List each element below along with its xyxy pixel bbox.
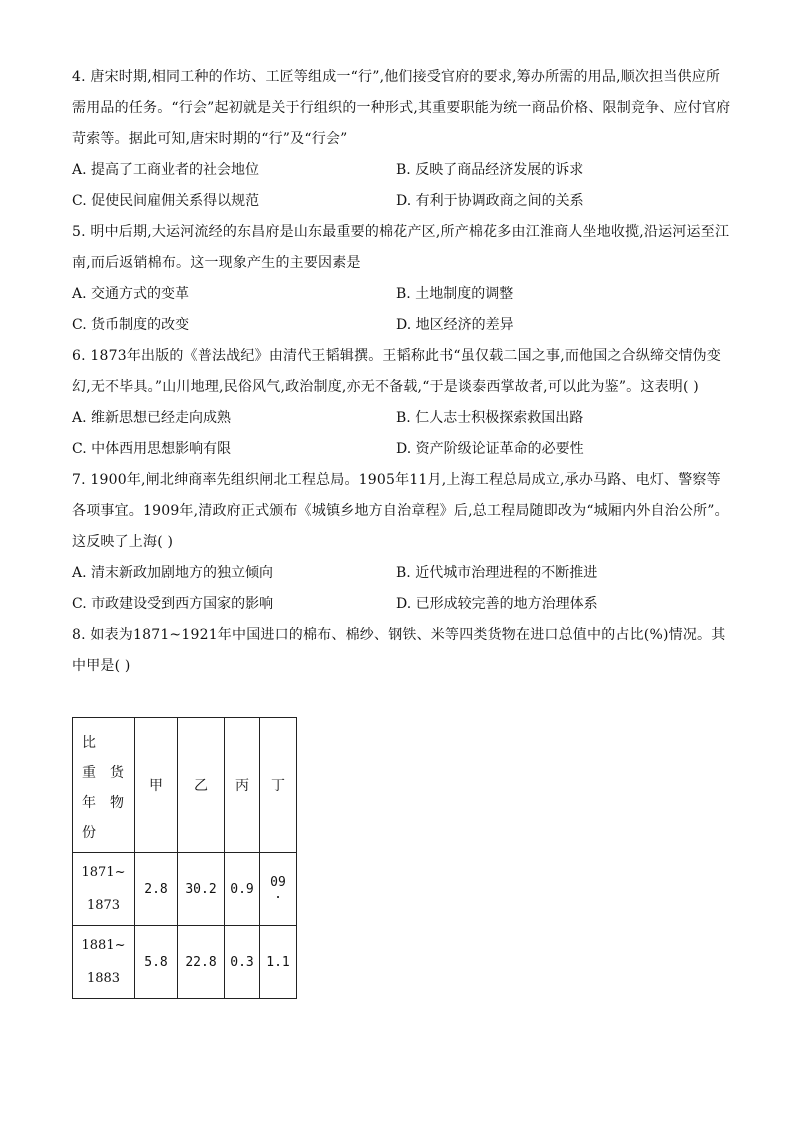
- option-c[interactable]: C. 促使民间雇佣关系得以规范: [72, 193, 260, 209]
- value-cell: 5.8: [135, 926, 178, 999]
- option-c[interactable]: C. 货币制度的改变: [72, 317, 190, 333]
- year-start: 1871~: [81, 865, 126, 880]
- question-6: [72, 341, 732, 465]
- option-d[interactable]: D. 地区经济的差异: [396, 317, 514, 333]
- table-row: [73, 853, 297, 926]
- value-cell: 09 .: [260, 853, 297, 926]
- value-cell: 22.8: [178, 926, 225, 999]
- option-b[interactable]: B. 土地制度的调整: [396, 286, 514, 302]
- corner-label: 年: [82, 795, 96, 811]
- option-c[interactable]: C. 中体西用思想影响有限: [72, 441, 232, 457]
- option-b[interactable]: B. 近代城市治理进程的不断推进: [396, 565, 598, 581]
- year-cell: [73, 853, 135, 926]
- question-5: [72, 217, 732, 341]
- option-a[interactable]: A. 提高了工商业者的社会地位: [72, 162, 260, 178]
- column-header: 丁: [260, 718, 297, 853]
- table-row: [73, 926, 297, 999]
- option-a[interactable]: A. 清末新政加剧地方的独立倾向: [72, 565, 274, 581]
- year-end: 1873: [86, 898, 121, 913]
- question-stem: 7. 1900年,闸北绅商率先组织闸北工程总局。1905年11月,上海工程总局成立,承办马路、电灯、警察等各项事宜。1909年,清政府正式颁布《城镇乡地方自治章程》后,总工程局随即改为“城厢内外自治公所”。这反映了上海( ): [72, 472, 729, 550]
- corner-label: 份: [82, 825, 96, 841]
- question-7: [72, 465, 732, 620]
- options-grid: [72, 558, 732, 620]
- corner-label: 重: [82, 765, 96, 781]
- column-header: 乙: [178, 718, 225, 853]
- option-b[interactable]: B. 仁人志士积极探索救国出路: [396, 410, 584, 426]
- data-table: [72, 717, 297, 999]
- column-header: 丙: [225, 718, 260, 853]
- value-cell: 1.1: [260, 926, 297, 999]
- value-cell: 0.9: [225, 853, 260, 926]
- question-4: [72, 62, 732, 217]
- question-stem: 6. 1873年出版的《普法战纪》由清代王韬辑撰。王韬称此书“虽仅载二国之事,而他国之合纵缔交情伪变幻,无不毕具。”山川地理,民俗风气,政治制度,亦无不备载,“于是谈泰西掌故者,可以此为鉴”。这表明( ): [72, 348, 722, 395]
- option-b[interactable]: B. 反映了商品经济发展的诉求: [396, 162, 584, 178]
- column-header: 甲: [135, 718, 178, 853]
- option-c[interactable]: C. 市政建设受到西方国家的影响: [72, 596, 274, 612]
- year-cell: [73, 926, 135, 999]
- exam-page: [72, 62, 732, 682]
- corner-label: 比: [82, 735, 96, 751]
- year-end: 1883: [86, 971, 121, 986]
- question-stem: 5. 明中后期,大运河流经的东昌府是山东最重要的棉花产区,所产棉花多由江淮商人坐地收揽,沿运河运至江南,而后返销棉布。这一现象产生的主要因素是: [72, 224, 730, 271]
- options-grid: [72, 155, 732, 217]
- option-d[interactable]: D. 资产阶级论证革命的必要性: [396, 441, 584, 457]
- question-stem: 4. 唐宋时期,相同工种的作坊、工匠等组成一“行”,他们接受官府的要求,筹办所需的用品,顺次担当供应所需用品的任务。“行会”起初就是关于行组织的一种形式,其重要职能为统一商品价格、限制竞争、应付官府苛索等。据此可知,唐宋时期的“行”及“行会”: [72, 69, 731, 147]
- option-a[interactable]: A. 维新思想已经走向成熟: [72, 410, 232, 426]
- table-header-row: [73, 718, 297, 853]
- question-stem: 8. 如表为1871~1921年中国进口的棉布、棉纱、钢铁、米等四类货物在进口总值中的占比(%)情况。其中甲是( ): [72, 627, 726, 674]
- value-cell: 2.8: [135, 853, 178, 926]
- year-start: 1881~: [81, 938, 126, 953]
- options-grid: [72, 403, 732, 465]
- value-cell: 30.2: [178, 853, 225, 926]
- corner-label: 货: [110, 765, 124, 781]
- question-8: [72, 620, 732, 682]
- table-corner-cell: [73, 718, 135, 853]
- corner-label: 物: [110, 795, 124, 811]
- option-a[interactable]: A. 交通方式的变革: [72, 286, 190, 302]
- option-d[interactable]: D. 有利于协调政商之间的关系: [396, 193, 584, 209]
- option-d[interactable]: D. 已形成较完善的地方治理体系: [396, 596, 598, 612]
- value-cell: 0.3: [225, 926, 260, 999]
- options-grid: [72, 279, 732, 341]
